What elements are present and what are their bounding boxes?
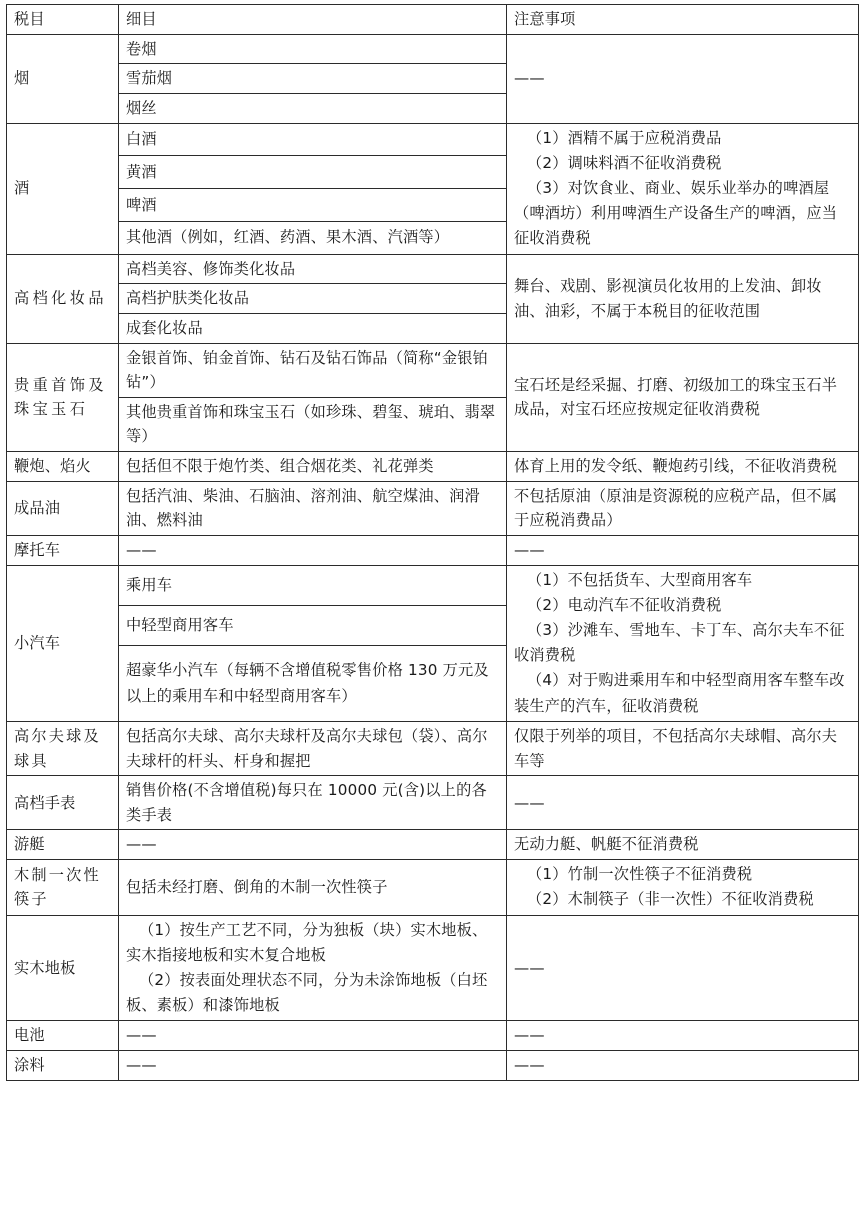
sub-item: 高档美容、修饰类化妆品 xyxy=(119,254,507,284)
sub-item-line: （2）按表面处理状态不同，分为未涂饰地板（白坯板、素板）和漆饰地板 xyxy=(126,971,488,1015)
sub-item: 金银首饰、铂金首饰、钻石及钻石饰品（简称“金银铂钻”） xyxy=(119,343,507,397)
note-line: （1）不包括货车、大型商用客车 xyxy=(527,570,753,589)
column-header-sub-item: 细目 xyxy=(119,5,507,35)
sub-item: 包括但不限于炮竹类、组合烟花类、礼花弹类 xyxy=(119,452,507,482)
tax-item-battery: 电池 xyxy=(7,1021,119,1051)
note-cell: 不包括原油（原油是资源税的应税产品，但不属于应税消费品） xyxy=(507,481,859,535)
sub-item: 烟丝 xyxy=(119,93,507,123)
tax-item-jewelry: 贵重首饰及珠宝玉石 xyxy=(7,343,119,452)
sub-item: 中轻型商用客车 xyxy=(119,605,507,645)
sub-item: —— xyxy=(119,1021,507,1051)
tax-item-disposable-chopsticks: 木制一次性筷子 xyxy=(7,860,119,915)
note-cell: —— xyxy=(507,34,859,123)
note-cell: —— xyxy=(507,1051,859,1081)
tax-item-motorcycle: 摩托车 xyxy=(7,535,119,565)
note-line: （3）沙滩车、雪地车、卡丁车、高尔夫车不征收消费税 xyxy=(514,621,845,665)
table-row xyxy=(7,721,859,775)
tax-item-car: 小汽车 xyxy=(7,565,119,721)
sub-item: 高档护肤类化妆品 xyxy=(119,284,507,314)
table-row xyxy=(7,34,859,64)
table-row xyxy=(7,254,859,284)
sub-item: —— xyxy=(119,830,507,860)
sub-item: 销售价格(不含增值税)每只在 10000 元(含)以上的各类手表 xyxy=(119,776,507,830)
note-cell: 无动力艇、帆艇不征消费税 xyxy=(507,830,859,860)
tax-item-coating: 涂料 xyxy=(7,1051,119,1081)
tax-item-luxury-watch: 高档手表 xyxy=(7,776,119,830)
table-row xyxy=(7,343,859,397)
tax-item-refined-oil: 成品油 xyxy=(7,481,119,535)
note-cell: 体育上用的发令纸、鞭炮药引线，不征收消费税 xyxy=(507,452,859,482)
note-line: （2）调味料酒不征收消费税 xyxy=(527,153,722,172)
sub-item: 其他酒（例如，红酒、药酒、果木酒、汽酒等） xyxy=(119,221,507,254)
consumption-tax-table xyxy=(6,4,859,1081)
sub-item: 黄酒 xyxy=(119,156,507,189)
tax-item-cosmetics: 高档化妆品 xyxy=(7,254,119,343)
table-row xyxy=(7,123,859,156)
table-row xyxy=(7,915,859,1021)
table-row xyxy=(7,860,859,915)
sub-item: 雪茄烟 xyxy=(119,64,507,94)
sub-item: 包括高尔夫球、高尔夫球杆及高尔夫球包（袋）、高尔夫球杆的杆头、杆身和握把 xyxy=(119,721,507,775)
table-row xyxy=(7,565,859,605)
sub-item: 卷烟 xyxy=(119,34,507,64)
tax-item-yacht: 游艇 xyxy=(7,830,119,860)
note-line: （1）酒精不属于应税消费品 xyxy=(527,128,722,147)
tax-item-fireworks: 鞭炮、焰火 xyxy=(7,452,119,482)
note-cell xyxy=(507,860,859,915)
note-line: （4）对于购进乘用车和中轻型商用客车整车改装生产的汽车，征收消费税 xyxy=(514,671,845,715)
sub-item: 白酒 xyxy=(119,123,507,156)
note-line: （3）对饮食业、商业、娱乐业举办的啤酒屋（啤酒坊）利用啤酒生产设备生产的啤酒，应当征收消费税 xyxy=(514,178,838,248)
table-header-row xyxy=(7,5,859,35)
sub-item xyxy=(119,915,507,1021)
table-row xyxy=(7,481,859,535)
note-line: （2）木制筷子（非一次性）不征收消费税 xyxy=(527,890,814,909)
note-cell: —— xyxy=(507,915,859,1021)
sub-item: 包括未经打磨、倒角的木制一次性筷子 xyxy=(119,860,507,915)
column-header-notes: 注意事项 xyxy=(507,5,859,35)
note-cell: —— xyxy=(507,535,859,565)
sub-item: 包括汽油、柴油、石脑油、溶剂油、航空煤油、润滑油、燃料油 xyxy=(119,481,507,535)
table-row xyxy=(7,535,859,565)
tax-item-alcohol: 酒 xyxy=(7,123,119,254)
table-row xyxy=(7,830,859,860)
sub-item: 啤酒 xyxy=(119,189,507,222)
tax-item-solid-wood-flooring: 实木地板 xyxy=(7,915,119,1021)
sub-item: 乘用车 xyxy=(119,565,507,605)
note-cell: —— xyxy=(507,1021,859,1051)
note-cell: —— xyxy=(507,776,859,830)
note-cell: 宝石坯是经采掘、打磨、初级加工的珠宝玉石半成品，对宝石坯应按规定征收消费税 xyxy=(507,343,859,452)
column-header-tax-item: 税目 xyxy=(7,5,119,35)
tax-item-tobacco: 烟 xyxy=(7,34,119,123)
tax-item-golf: 高尔夫球及球具 xyxy=(7,721,119,775)
table-row xyxy=(7,1021,859,1051)
note-cell xyxy=(507,565,859,721)
table-row xyxy=(7,1051,859,1081)
sub-item: 其他贵重首饰和珠宝玉石（如珍珠、碧玺、琥珀、翡翠等） xyxy=(119,397,507,451)
table-row xyxy=(7,452,859,482)
note-cell: 仅限于列举的项目，不包括高尔夫球帽、高尔夫车等 xyxy=(507,721,859,775)
sub-item: 超豪华小汽车（每辆不含增值税零售价格 130 万元及以上的乘用车和中轻型商用客车） xyxy=(119,646,507,722)
sub-item-line: （1）按生产工艺不同，分为独板（块）实木地板、实木指接地板和实木复合地板 xyxy=(126,920,488,964)
table-row xyxy=(7,776,859,830)
note-cell: 舞台、戏剧、影视演员化妆用的上发油、卸妆油、油彩，不属于本税目的征收范围 xyxy=(507,254,859,343)
sub-item: 成套化妆品 xyxy=(119,313,507,343)
sub-item: —— xyxy=(119,1051,507,1081)
sub-item: —— xyxy=(119,535,507,565)
note-line: （1）竹制一次性筷子不征消费税 xyxy=(527,865,753,884)
note-cell xyxy=(507,123,859,254)
note-line: （2）电动汽车不征收消费税 xyxy=(527,595,722,614)
